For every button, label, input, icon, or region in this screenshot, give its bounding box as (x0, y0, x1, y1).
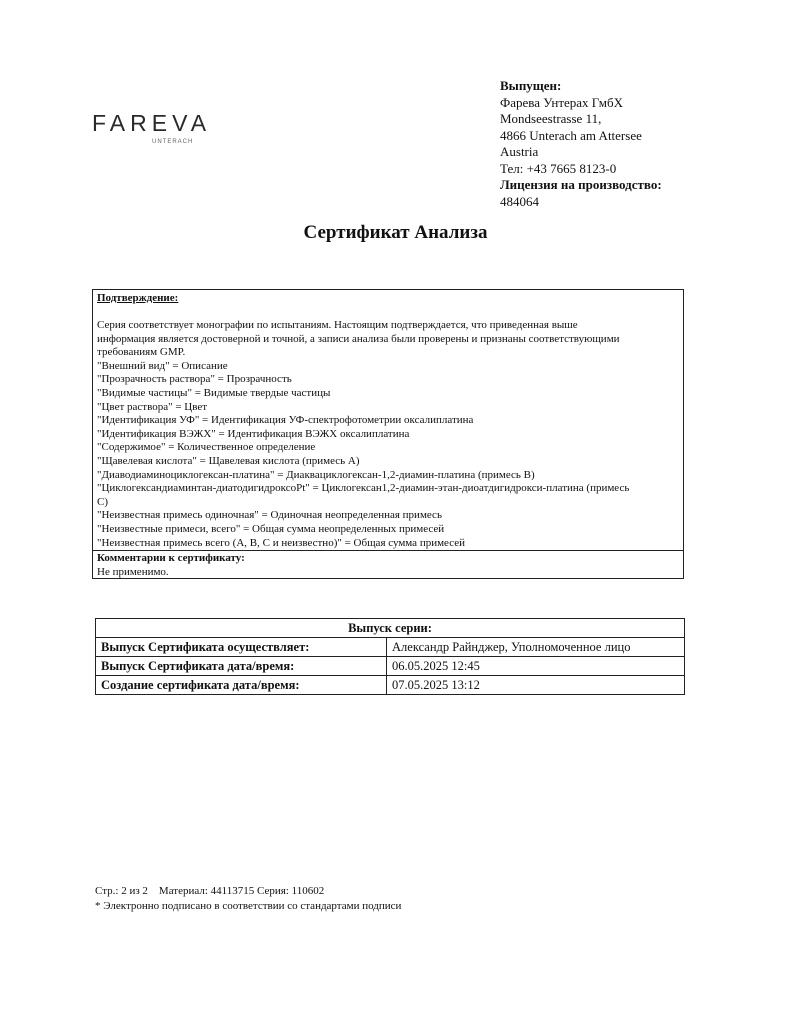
license-number: 484064 (500, 193, 539, 209)
mapping-line: "Идентификация ВЭЖХ" = Идентификация ВЭЖХ оксалиплатина (97, 427, 410, 440)
comments-label: Комментарии к сертификату: (97, 552, 245, 564)
paragraph-line: требованиям GMP. (97, 346, 186, 359)
mapping-line: "Неизвестная примесь одиночная" = Одиночная неопределенная примесь (97, 509, 442, 522)
page-footer (95, 884, 401, 914)
company-logo (92, 112, 211, 145)
mapping-line: "Неизвестная примесь всего (A, B, C и неизвестно)" = Общая сумма примесей (97, 536, 465, 549)
release-heading: Выпуск серии: (96, 619, 685, 638)
mapping-line: "Диаводиаминоциклогексан-платина" = Диаквациклогексан-1,2-диамин-платина (примесь B) (97, 468, 535, 481)
release-label: Создание сертификата дата/время: (96, 676, 387, 695)
issuer-country: Austria (500, 144, 539, 159)
page-info: Стр.: 2 из 2 Материал: 44113715 Серия: 110602 (95, 885, 325, 897)
test-name-mapping-list (97, 360, 679, 550)
release-table (95, 618, 685, 695)
comments-section (93, 550, 683, 579)
mapping-line: "Неизвестные примеси, всего" = Общая сумма неопределенных примесей (97, 522, 445, 535)
release-label: Выпуск Сертификата осуществляет: (96, 638, 387, 657)
logo-wordmark: FAREVA (92, 110, 212, 136)
mapping-line: "Циклогександиаминтан-диатодигидроксоPt" = Циклогексан1,2-диамин-этан-диоатдигидрокси-платина (примесь (97, 482, 630, 495)
table-row (96, 657, 685, 676)
mapping-line: "Идентификация УФ" = Идентификация УФ-спектрофотометрии оксалиплатина (97, 414, 474, 427)
mapping-line: "Прозрачность раствора" = Прозрачность (97, 373, 292, 386)
confirmation-body (93, 306, 683, 552)
release-label: Выпуск Сертификата дата/время: (96, 657, 387, 676)
comments-value: Не применимо. (97, 565, 169, 578)
logo-subtext: UNTERACH (152, 139, 194, 145)
confirmation-box (92, 289, 684, 579)
signature-note: * Электронно подписано в соответствии со стандартами подписи (95, 900, 402, 912)
mapping-line: "Щавелевая кислота" = Щавелевая кислота (примесь A) (97, 454, 360, 467)
mapping-line: "Видимые частицы" = Видимые твердые частицы (97, 386, 331, 399)
document-title: Сертификат Анализа (303, 222, 488, 243)
mapping-line: "Внешний вид" = Описание (97, 359, 228, 372)
mapping-line: "Цвет раствора" = Цвет (97, 400, 208, 413)
release-value: 06.05.2025 12:45 (387, 657, 685, 676)
mapping-line: C) (97, 495, 108, 508)
confirmation-heading: Подтверждение: (97, 292, 179, 304)
release-value: Александр Райнджер, Уполномоченное лицо (387, 638, 685, 657)
issuer-street: Mondseestrasse 11, (500, 111, 602, 126)
table-row (96, 676, 685, 695)
issuer-phone: Тел: +43 7665 8123-0 (500, 160, 617, 176)
issuer-name: Фарева Унтерах ГмбХ (500, 94, 624, 110)
release-value: 07.05.2025 13:12 (387, 676, 685, 695)
mapping-line: "Содержимое" = Количественное определение (97, 441, 316, 454)
table-row (96, 638, 685, 657)
issuer-block (500, 78, 662, 210)
paragraph-line: информация является достоверной и точной, а записи анализа были проверены и признаны соответствующими (97, 332, 620, 345)
issued-label: Выпущен: (500, 78, 562, 93)
release-heading-row (96, 619, 685, 638)
paragraph-line: Серия соответствует монографии по испытаниям. Настоящим подтверждается, что приведенная выше (97, 319, 578, 331)
confirmation-paragraph (97, 319, 679, 360)
issuer-city: 4866 Unterach am Attersee (500, 127, 642, 143)
license-label: Лицензия на производство: (500, 177, 662, 192)
